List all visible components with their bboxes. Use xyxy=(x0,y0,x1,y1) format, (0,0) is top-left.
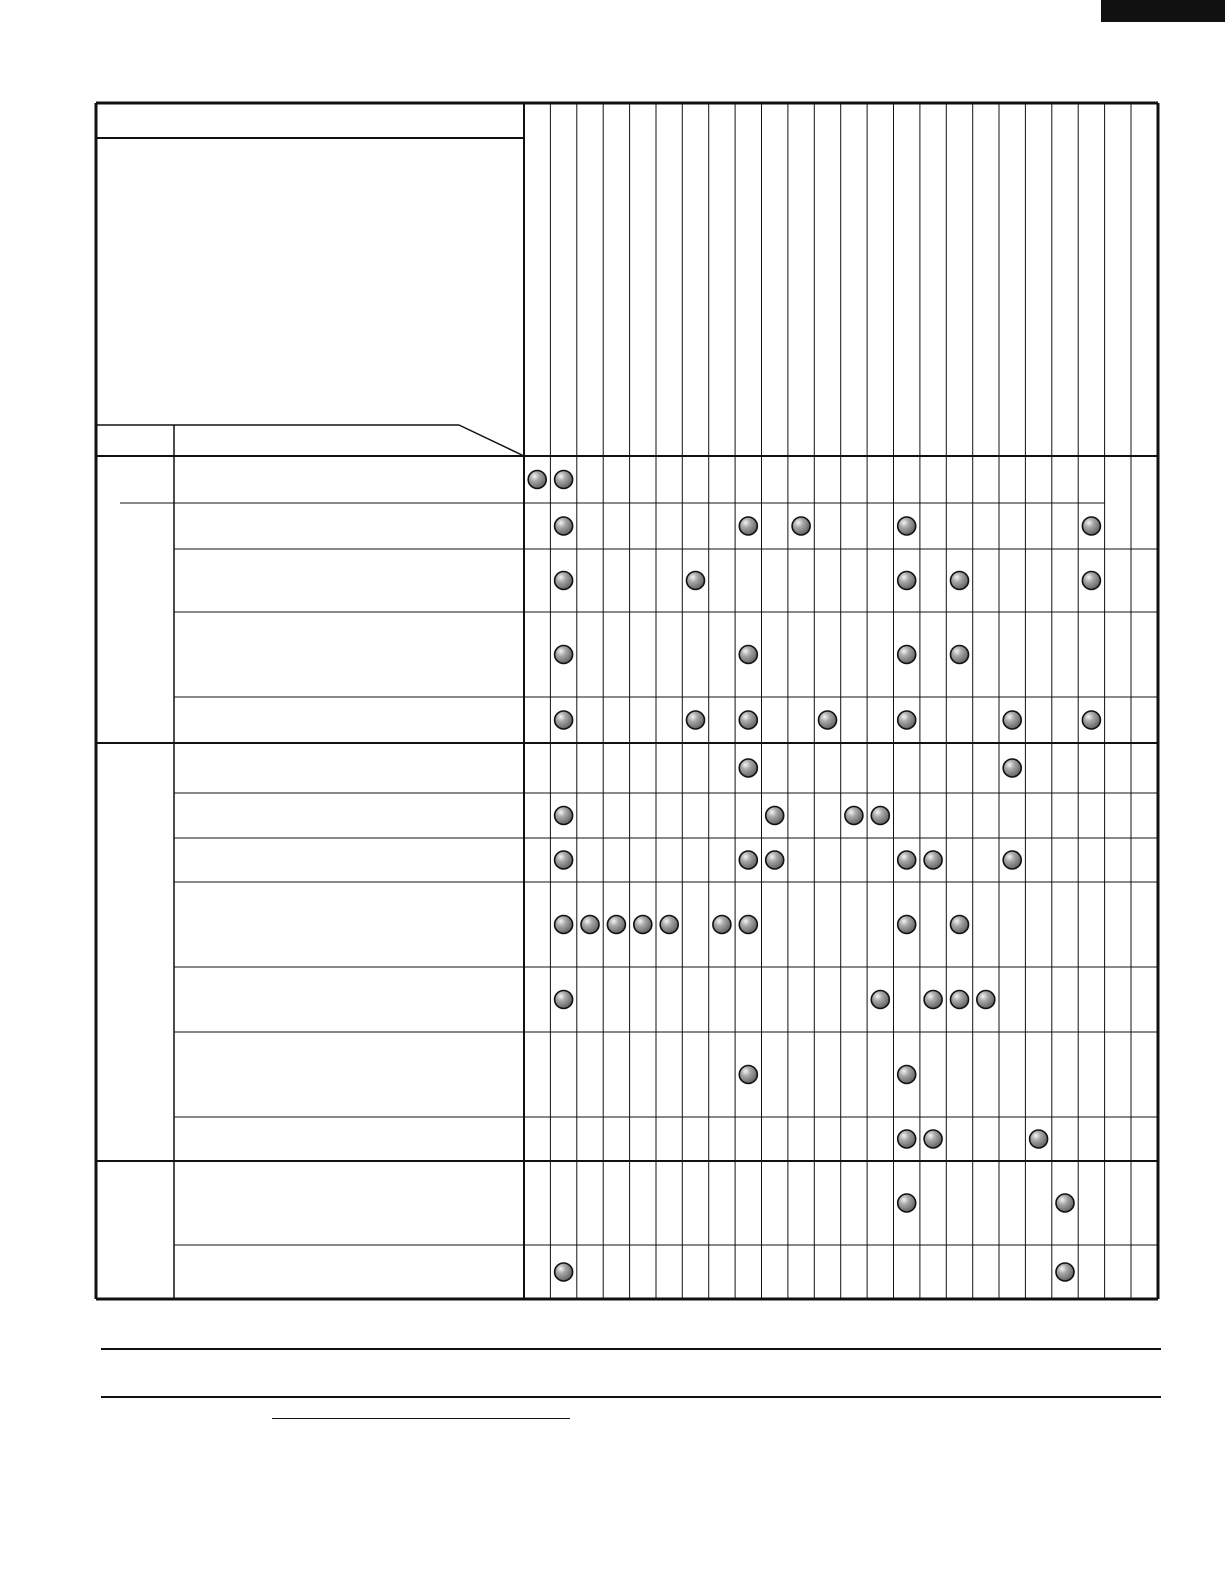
table-mark-dot xyxy=(687,711,705,729)
table-mark-dot xyxy=(924,1130,942,1148)
table-mark-dot xyxy=(634,916,652,934)
table-mark-dot xyxy=(607,916,625,934)
table-mark-dot xyxy=(555,517,573,535)
table-mark-dot xyxy=(739,916,757,934)
table-mark-dot xyxy=(977,991,995,1009)
table-mark-dot xyxy=(1056,1263,1074,1281)
table-mark-dot xyxy=(660,916,678,934)
table-grid xyxy=(96,103,1158,1299)
table-mark-dot xyxy=(898,916,916,934)
table-mark-dot xyxy=(1056,1194,1074,1212)
table-mark-dot xyxy=(739,851,757,869)
table-mark-dot xyxy=(1082,517,1100,535)
table-mark-dot xyxy=(819,711,837,729)
table-mark-dot xyxy=(898,572,916,590)
table-mark-dot xyxy=(1082,572,1100,590)
table-mark-dot xyxy=(555,711,573,729)
table-mark-dot xyxy=(898,1130,916,1148)
footer-rule-bottom xyxy=(101,1396,1161,1398)
table-mark-dot xyxy=(845,807,863,825)
table-mark-dot xyxy=(792,517,810,535)
table-mark-dot xyxy=(555,991,573,1009)
table-mark-dot xyxy=(687,572,705,590)
footer-rule-top xyxy=(101,1348,1161,1350)
table-mark-dot xyxy=(581,916,599,934)
table-mark-dot xyxy=(739,517,757,535)
table-mark-dot xyxy=(898,1066,916,1084)
table-mark-dot xyxy=(528,471,546,489)
table-mark-dot xyxy=(739,759,757,777)
table-mark-dot xyxy=(1003,851,1021,869)
table-mark-dot xyxy=(739,1066,757,1084)
table-mark-dot xyxy=(924,991,942,1009)
table-mark-dot xyxy=(555,807,573,825)
table-mark-dot xyxy=(555,1263,573,1281)
footer-underline xyxy=(272,1418,570,1419)
table-mark-dot xyxy=(739,646,757,664)
table-mark-dot xyxy=(1030,1130,1048,1148)
table-mark-dot xyxy=(898,1194,916,1212)
table-mark-dot xyxy=(951,646,969,664)
table-mark-dot xyxy=(555,916,573,934)
table-mark-dot xyxy=(951,916,969,934)
table-mark-dot xyxy=(555,471,573,489)
table-mark-dot xyxy=(898,851,916,869)
table-mark-dot xyxy=(555,572,573,590)
table-mark-dot xyxy=(898,517,916,535)
table-mark-dot xyxy=(1082,711,1100,729)
subheader-diagonal xyxy=(459,425,524,456)
table-mark-dot xyxy=(951,991,969,1009)
table-mark-dot xyxy=(871,991,889,1009)
table-mark-dot xyxy=(898,646,916,664)
table-mark-dot xyxy=(871,807,889,825)
table-mark-dot xyxy=(924,851,942,869)
table-mark-dot xyxy=(951,572,969,590)
table-mark-dot xyxy=(739,711,757,729)
table-mark-dot xyxy=(1003,759,1021,777)
table-mark-dot xyxy=(555,851,573,869)
table-mark-dot xyxy=(766,851,784,869)
table-mark-dot xyxy=(898,711,916,729)
table-mark-dot xyxy=(713,916,731,934)
table-mark-dot xyxy=(1003,711,1021,729)
table-mark-dot xyxy=(555,646,573,664)
table-mark-dot xyxy=(766,807,784,825)
